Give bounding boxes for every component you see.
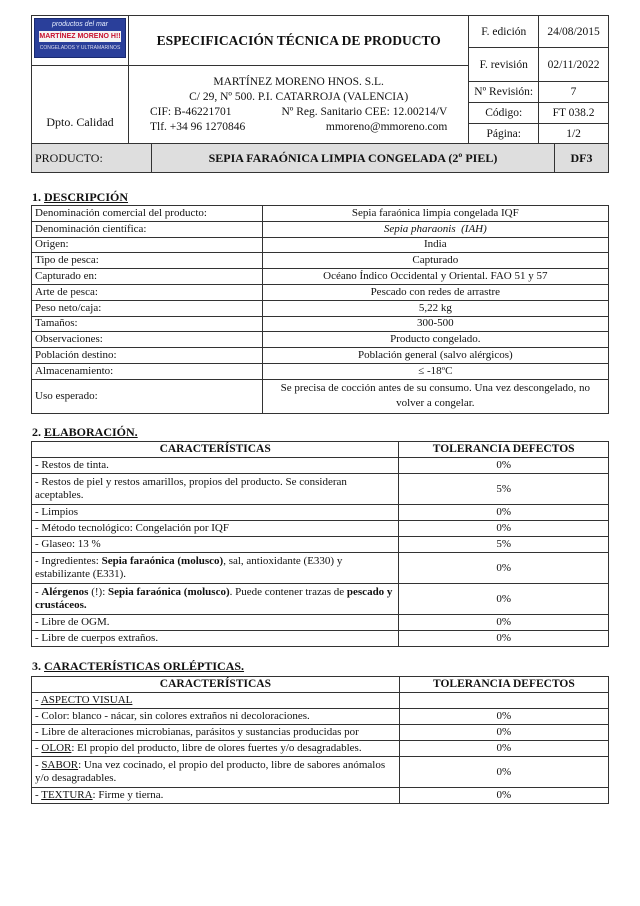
scientific-name: Sepia pharaonis	[383, 222, 456, 235]
ingredients-suffix: , sal, antioxidante (E330) y estabilizante (E331).	[35, 555, 343, 580]
row-text: - Restos de piel y restos amarillos, propios del producto. Se consideran aceptables.	[32, 474, 399, 505]
row-value: Pescado con redes de arrastre	[262, 284, 608, 300]
row-tolerance: 0%	[399, 725, 608, 741]
row-text: - TEXTURA: Firme y tierna.	[32, 788, 400, 804]
row-tolerance: 0%	[399, 505, 609, 521]
meta-value-page: 1/2	[539, 124, 609, 145]
row-text: - Glaseo: 13 %	[32, 537, 399, 553]
row-tolerance: 0%	[399, 631, 609, 647]
table-row	[32, 474, 609, 505]
row-label: Denominación comercial del producto:	[32, 206, 263, 222]
row-text: - Libre de alteraciones microbianas, parásitos y sustancias producidas por	[32, 725, 400, 741]
row-label: Tipo de pesca:	[32, 253, 263, 269]
department: Dpto. Calidad	[32, 66, 129, 145]
table-row	[32, 221, 609, 237]
document-title: ESPECIFICACIÓN TÉCNICA DE PRODUCTO	[129, 16, 469, 66]
meta-value-revision-number: 7	[539, 82, 609, 103]
row-key: OLOR	[41, 742, 72, 754]
column-header: TOLERANCIA DEFECTOS	[399, 677, 608, 693]
table-row	[32, 521, 609, 537]
column-header: TOLERANCIA DEFECTOS	[399, 442, 609, 458]
column-header: CARACTERÍSTICAS	[32, 677, 400, 693]
section-number: 1.	[32, 190, 41, 204]
row-label: Tamaños:	[32, 316, 263, 332]
table-row	[32, 348, 609, 364]
row-tolerance	[399, 693, 608, 709]
table-row	[32, 725, 609, 741]
row-text: - SABOR: Una vez cocinado, el propio del producto, libre de sabores anómalos y/o desagradables.	[32, 757, 400, 788]
row-label: Observaciones:	[32, 332, 263, 348]
column-header: CARACTERÍSTICAS	[32, 442, 399, 458]
logo-line-2: MARTÍNEZ MORENO H!!	[39, 33, 121, 40]
row-tolerance: 0%	[399, 615, 609, 631]
document-header	[31, 15, 609, 145]
row-label: Capturado en:	[32, 269, 263, 285]
row-tolerance: 5%	[399, 537, 609, 553]
row-text: - Limpios	[32, 505, 399, 521]
row-value: Capturado	[262, 253, 608, 269]
logo-line-3: CONGELADOS Y ULTRAMARINOS	[39, 45, 121, 51]
row-value: Población general (salvo alérgicos)	[262, 348, 608, 364]
section-title-description	[32, 190, 128, 205]
company-email: mmoreno@mmoreno.com	[325, 121, 448, 133]
company-name: MARTÍNEZ MORENO HNOS. S.L.	[213, 76, 384, 88]
ingredients-prefix: - Ingredientes:	[35, 555, 102, 567]
row-text: - Libre de OGM.	[32, 615, 399, 631]
table-row	[32, 709, 609, 725]
description-table	[31, 205, 609, 414]
table-row	[32, 693, 609, 709]
row-key: TEXTURA	[41, 789, 93, 801]
row-label: Origen:	[32, 237, 263, 253]
row-value: Se precisa de cocción antes de su consumo. Una vez descongelado, no volver a congelar.	[262, 379, 608, 413]
product-code: DF3	[555, 144, 609, 173]
table-row	[32, 237, 609, 253]
meta-label-revision-date: F. revisión	[469, 48, 539, 82]
section-title-elaboration	[32, 425, 138, 440]
table-row	[32, 584, 609, 615]
company-reg: Nº Reg. Sanitario CEE: 12.00214/V	[281, 106, 448, 118]
company-ids	[132, 105, 465, 120]
table-row	[32, 300, 609, 316]
table-header-row	[32, 442, 609, 458]
meta-value-code: FT 038.2	[539, 103, 609, 124]
section-number: 2.	[32, 425, 41, 439]
row-value: Océano Índico Occidental y Oriental. FAO 51 y 57	[262, 269, 608, 285]
row-label: Uso esperado:	[32, 379, 263, 413]
row-tolerance: 0%	[399, 584, 609, 615]
row-label: Almacenamiento:	[32, 363, 263, 379]
row-rest: : Una vez cocinado, el propio del producto, libre de sabores anómalos y/o desagradables.	[35, 759, 386, 784]
row-text: - Color: blanco - nácar, sin colores extraños ni decoloraciones.	[32, 709, 400, 725]
row-label: Denominación científica:	[32, 221, 263, 237]
scientific-name-extra: (IAH)	[461, 222, 487, 235]
meta-label-code: Código:	[469, 103, 539, 124]
row-text: - Restos de tinta.	[32, 458, 399, 474]
row-text	[32, 584, 399, 615]
table-row	[32, 615, 609, 631]
elaboration-table	[31, 441, 609, 647]
row-tolerance: 0%	[399, 521, 609, 537]
meta-label-revision-number: Nº Revisión:	[469, 82, 539, 103]
company-cif: CIF: B-46221701	[150, 106, 232, 118]
table-row	[32, 757, 609, 788]
allergens-label: Alérgenos	[41, 586, 89, 598]
row-text: - ASPECTO VISUAL	[32, 693, 400, 709]
row-text: - Método tecnológico: Congelación por IQF	[32, 521, 399, 537]
row-key: SABOR	[41, 759, 79, 771]
row-tolerance: 0%	[399, 553, 609, 584]
ingredients-bold: Sepia faraónica (molusco)	[101, 555, 224, 567]
row-key: ASPECTO VISUAL	[40, 694, 133, 706]
company-logo	[34, 18, 126, 58]
company-contact	[132, 120, 465, 135]
logo-line-1: productos del mar	[51, 21, 109, 28]
row-tolerance: 0%	[399, 788, 608, 804]
section-heading: CARACTERÍSTICAS ORLÉPTICAS.	[44, 659, 245, 673]
table-row	[32, 537, 609, 553]
product-label: PRODUCTO:	[32, 144, 152, 173]
table-row	[32, 332, 609, 348]
table-row	[32, 741, 609, 757]
section-number: 3.	[32, 659, 41, 673]
meta-label-edition: F. edición	[469, 16, 539, 48]
row-label: Arte de pesca:	[32, 284, 263, 300]
row-rest: Color: blanco - nácar, sin colores extraños ni decoloraciones.	[41, 710, 310, 722]
row-tolerance: 0%	[399, 741, 608, 757]
row-rest: Libre de alteraciones microbianas, parásitos y sustancias producidas por	[41, 726, 359, 738]
row-label: Peso neto/caja:	[32, 300, 263, 316]
product-name: SEPIA FARAÓNICA LIMPIA CONGELADA (2º PIEL)	[151, 144, 554, 173]
organoleptic-table	[31, 676, 609, 804]
section-title-organoleptic	[32, 659, 244, 674]
allergens-mid: (!):	[88, 586, 109, 598]
row-value: Sepia faraónica limpia congelada IQF	[262, 206, 608, 222]
logo-cell	[32, 16, 129, 66]
company-address: C/ 29, Nº 500. P.I. CATARROJA (VALENCIA)	[189, 91, 409, 103]
table-header-row	[32, 677, 609, 693]
row-value: 300-500	[262, 316, 608, 332]
row-value: India	[262, 237, 608, 253]
table-row	[32, 269, 609, 285]
row-tolerance: 0%	[399, 757, 608, 788]
row-value: 5,22 kg	[262, 300, 608, 316]
allergens-traces: pescado y crustáceos.	[35, 586, 393, 611]
table-row	[32, 553, 609, 584]
table-row	[32, 505, 609, 521]
row-text: - Libre de cuerpos extraños.	[32, 631, 399, 647]
row-value: ≤ -18ºC	[262, 363, 608, 379]
meta-value-revision-date: 02/11/2022	[539, 48, 609, 82]
allergens-mid2: . Puede contener trazas de	[229, 586, 347, 598]
meta-value-edition: 24/08/2015	[539, 16, 609, 48]
row-rest: : Firme y tierna.	[92, 789, 164, 801]
row-text	[32, 553, 399, 584]
company-phone: Tlf. +34 96 1270846	[150, 121, 246, 133]
table-row	[32, 316, 609, 332]
row-tolerance: 0%	[399, 709, 608, 725]
allergens-prefix: -	[35, 586, 42, 598]
table-row	[32, 284, 609, 300]
table-row	[32, 631, 609, 647]
meta-label-page: Página:	[469, 124, 539, 145]
section-heading: DESCRIPCIÓN	[44, 190, 129, 204]
section-heading: ELABORACIÓN.	[44, 425, 138, 439]
table-row	[32, 379, 609, 413]
table-row	[32, 788, 609, 804]
table-row	[32, 206, 609, 222]
table-row	[32, 363, 609, 379]
company-info	[129, 66, 469, 145]
table-row	[32, 458, 609, 474]
row-value	[262, 221, 608, 237]
row-tolerance: 5%	[399, 474, 609, 505]
allergens-species: Sepia faraónica (molusco)	[108, 586, 230, 598]
row-tolerance: 0%	[399, 458, 609, 474]
product-bar	[31, 143, 609, 173]
row-rest: : El propio del producto, libre de olores fuertes y/o desagradables.	[71, 742, 362, 754]
row-label: Población destino:	[32, 348, 263, 364]
row-text: - OLOR: El propio del producto, libre de olores fuertes y/o desagradables.	[32, 741, 400, 757]
row-value: Producto congelado.	[262, 332, 608, 348]
table-row	[32, 253, 609, 269]
